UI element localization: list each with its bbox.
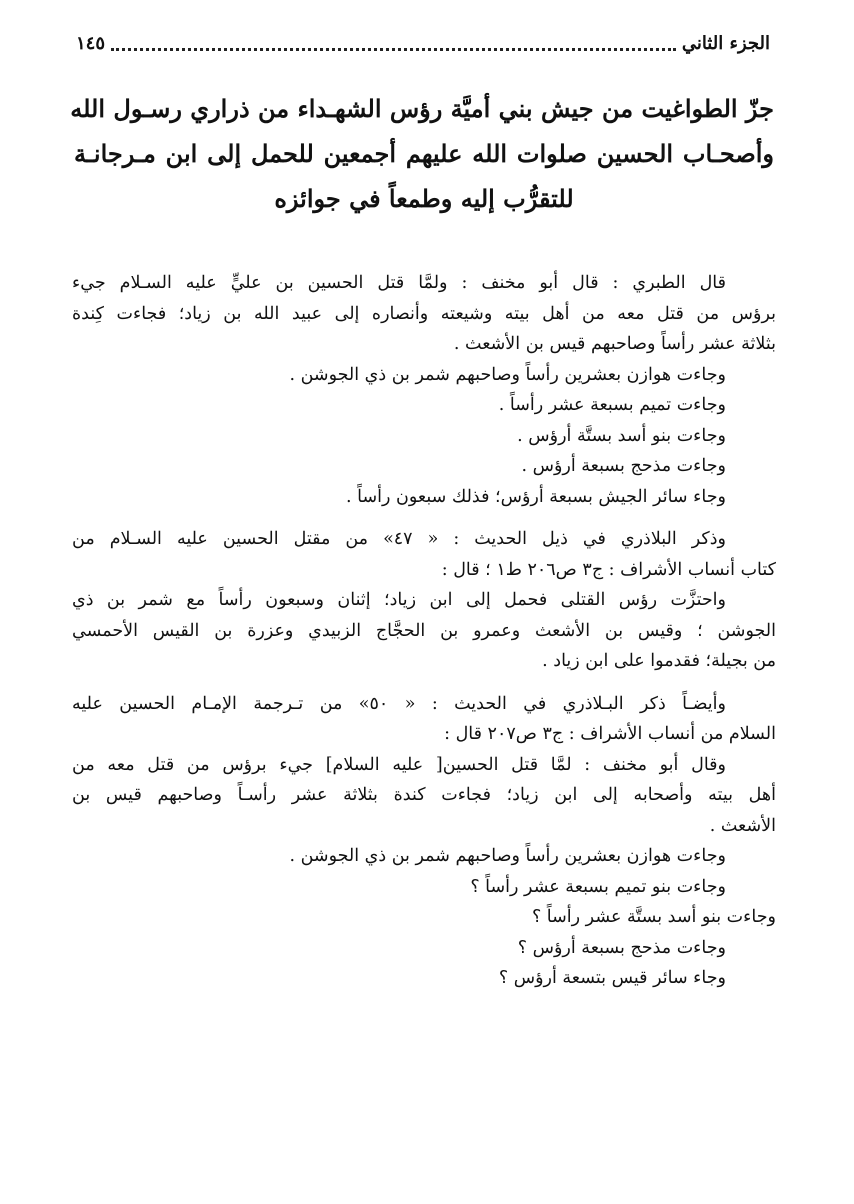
baladhuri-paragraph-47 — [72, 524, 776, 585]
paragraph-line: كتاب أنساب الأشراف : ج٣ ص٢٠٦ ط١ ؛ قال : — [441, 559, 776, 580]
header-dot-leader — [111, 46, 676, 51]
list-item: وجاءت تميم بسبعة عشر رأساً . — [498, 395, 726, 415]
paragraph-line: الأشعث . — [709, 815, 776, 836]
body-text — [72, 268, 776, 994]
chapter-title-line: وأصحـاب الحسين صلوات الله عليهم أجمعين للحمل إلى ابن مـرجانـة — [74, 139, 774, 168]
paragraph-line: أهل بيته وأصحابه إلى ابن زياد؛ فجاءت كندة بثلاثة عشر رأسـاً وصاحبهم قيس بن — [72, 785, 776, 805]
paragraph-line: السلام من أنساب الأشراف : ج٣ ص٢٠٧ قال : — [444, 724, 776, 744]
list-item: وجاءت مذحج بسبعة أرؤس . — [521, 456, 726, 476]
paragraph-line: وذكر البلاذري في ذيل الحديث : « ٤٧» من مقتل الحسين عليه السـلام من — [72, 529, 727, 549]
paragraph-line: قال الطبري : قال أبو مخنف : ولمَّا قتل الحسين بن عليٍّ عليه السـلام جيء — [72, 273, 726, 293]
paragraph-line: وأيضـاً ذكر البـلاذري في الحديث : « ٥٠» من تـرجمة الإمـام الحسين عليه — [72, 693, 726, 714]
paragraph-line: برؤس من قتل معه من أهل بيته وشيعته وأنصاره إلى عبيد الله بن زياد؛ فجاءت كِندة — [72, 303, 776, 324]
paragraph-line: وقال أبو مخنف : لمَّا قتل الحسين[ عليه السلام] جيء برؤس من قتل معه من — [72, 754, 726, 775]
heads-list — [72, 360, 776, 513]
list-item: وجاء سائر قيس بتسعة أرؤس ؟ — [498, 968, 726, 988]
tabari-paragraph — [72, 268, 776, 360]
list-item: وجاءت بنو تميم بسبعة عشر رأساً ؟ — [470, 876, 726, 897]
list-item: وجاءت هوازن بعشرين رأساً وصاحبهم شمر بن ذي الجوشن . — [289, 846, 726, 866]
list-item: وجاءت بنو أسد بستَّة عشر رأساً ؟ — [531, 907, 776, 927]
chapter-title-line: جزّ الطواغيت من جيش بني أميَّة رؤس الشهـداء من ذراري رسـول الله — [70, 94, 774, 123]
page-number: ١٤٥ — [76, 32, 106, 54]
chapter-title — [70, 86, 774, 221]
paragraph-line: بثلاثة عشر رأساً وصاحبهم قيس بن الأشعث . — [453, 334, 776, 354]
heads-list-2 — [72, 841, 776, 994]
paragraph-line: الجوشن ؛ وقيس بن الأشعث وعمرو بن الحجَّاج الزبيدي وعزرة بن القيس الأحمسي — [72, 620, 776, 641]
baladhuri-paragraph-50 — [72, 689, 776, 750]
list-item: وجاءت مذحج بسبعة أرؤس ؟ — [517, 937, 726, 958]
list-item: وجاء سائر الجيش بسبعة أرؤس؛ فذلك سبعون رأساً . — [346, 486, 726, 507]
abu-mikhnaf-quote — [72, 750, 776, 842]
volume-title: الجزء الثاني — [681, 32, 770, 54]
list-item: وجاءت هوازن بعشرين رأساً وصاحبهم شمر بن ذي الجوشن . — [289, 364, 726, 385]
list-item: وجاءت بنو أسد بستَّة أرؤس . — [517, 425, 726, 446]
paragraph-line: واحتزَّت رؤس القتلى فحمل إلى ابن زياد؛ إثنان وسبعون رأساً مع شمر بن ذي — [72, 590, 726, 610]
paragraph-line: من بجيلة؛ فقدموا على ابن زياد . — [542, 651, 776, 671]
chapter-title-line: للتقرُّب إليه وطمعاً في جوائزه — [274, 184, 574, 213]
running-header — [76, 28, 770, 58]
baladhuri-quote-47 — [72, 585, 776, 677]
